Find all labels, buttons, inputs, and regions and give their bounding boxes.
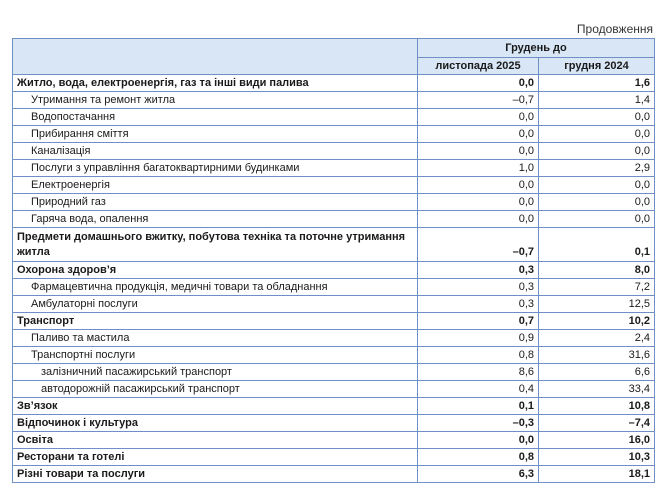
header-group-label: Грудень до [418, 39, 655, 58]
row-label: Прибирання сміття [13, 126, 418, 143]
value-vs-december-2024: 0,0 [539, 177, 655, 194]
table-row [13, 92, 655, 109]
value-vs-november-2025: 0,0 [418, 109, 539, 126]
header-col2-label: грудня 2024 [539, 58, 655, 75]
value-vs-november-2025: 0,8 [418, 347, 539, 364]
row-label: залізничний пасажирський транспорт [13, 364, 418, 381]
value-vs-november-2025: 0,0 [418, 143, 539, 160]
value-vs-november-2025: 1,0 [418, 160, 539, 177]
row-label: Предмети домашнього вжитку, побутова техніка та поточне утримання житла [13, 228, 418, 262]
value-vs-december-2024: 10,8 [539, 398, 655, 415]
value-vs-december-2024: 33,4 [539, 381, 655, 398]
value-vs-december-2024: 0,0 [539, 211, 655, 228]
value-vs-december-2024: 18,1 [539, 466, 655, 483]
table-row [13, 143, 655, 160]
value-vs-november-2025: –0,3 [418, 415, 539, 432]
value-vs-november-2025: 0,4 [418, 381, 539, 398]
row-label: Ресторани та готелі [13, 449, 418, 466]
continued-label: Продовження [576, 22, 653, 36]
value-vs-november-2025: 0,0 [418, 432, 539, 449]
row-label: Гаряча вода, опалення [13, 211, 418, 228]
table-row [13, 330, 655, 347]
value-vs-november-2025: –0,7 [418, 92, 539, 109]
row-label: Освіта [13, 432, 418, 449]
table-row [13, 75, 655, 92]
value-vs-november-2025: 0,0 [418, 75, 539, 92]
table-row [13, 364, 655, 381]
value-vs-november-2025: 0,9 [418, 330, 539, 347]
row-label: Різні товари та послуги [13, 466, 418, 483]
row-label: Транспорт [13, 313, 418, 330]
value-vs-december-2024: 10,2 [539, 313, 655, 330]
value-vs-december-2024: 12,5 [539, 296, 655, 313]
table-row [13, 415, 655, 432]
row-label: Водопостачання [13, 109, 418, 126]
value-vs-december-2024: 1,4 [539, 92, 655, 109]
value-vs-december-2024: 0,0 [539, 109, 655, 126]
row-label: Послуги з управління багатоквартирними будинками [13, 160, 418, 177]
table-header [13, 39, 655, 75]
value-vs-november-2025: 0,0 [418, 211, 539, 228]
value-vs-november-2025: 0,3 [418, 296, 539, 313]
value-vs-december-2024: 2,4 [539, 330, 655, 347]
value-vs-december-2024: 0,0 [539, 143, 655, 160]
row-label: Утримання та ремонт житла [13, 92, 418, 109]
header-col1-label: листопада 2025 [418, 58, 539, 75]
row-label: Житло, вода, електроенергія, газ та інші види палива [13, 75, 418, 92]
table-row [13, 177, 655, 194]
value-vs-december-2024: –7,4 [539, 415, 655, 432]
row-label: автодорожній пасажирський транспорт [13, 381, 418, 398]
value-vs-december-2024: 10,3 [539, 449, 655, 466]
table-row [13, 347, 655, 364]
table-row [13, 279, 655, 296]
value-vs-november-2025: 0,0 [418, 177, 539, 194]
value-vs-november-2025: 0,0 [418, 126, 539, 143]
row-label: Зв’язок [13, 398, 418, 415]
row-label: Охорона здоров’я [13, 262, 418, 279]
row-label: Каналізація [13, 143, 418, 160]
value-vs-november-2025: 8,6 [418, 364, 539, 381]
row-label: Відпочинок і культура [13, 415, 418, 432]
value-vs-december-2024: 31,6 [539, 347, 655, 364]
value-vs-december-2024: 0,0 [539, 126, 655, 143]
table-row [13, 398, 655, 415]
value-vs-december-2024: 0,0 [539, 194, 655, 211]
value-vs-december-2024: 6,6 [539, 364, 655, 381]
price-index-table [12, 38, 655, 483]
table-row [13, 381, 655, 398]
header-blank-cell [13, 39, 418, 75]
value-vs-november-2025: 0,8 [418, 449, 539, 466]
table-row [13, 194, 655, 211]
table-row [13, 296, 655, 313]
value-vs-november-2025: 0,3 [418, 279, 539, 296]
value-vs-december-2024: 7,2 [539, 279, 655, 296]
table-row [13, 432, 655, 449]
table-row [13, 160, 655, 177]
value-vs-december-2024: 16,0 [539, 432, 655, 449]
row-label: Електроенергія [13, 177, 418, 194]
table-row [13, 313, 655, 330]
table-row [13, 262, 655, 279]
value-vs-november-2025: –0,7 [418, 228, 539, 262]
value-vs-december-2024: 1,6 [539, 75, 655, 92]
table-row [13, 109, 655, 126]
value-vs-november-2025: 0,3 [418, 262, 539, 279]
value-vs-december-2024: 2,9 [539, 160, 655, 177]
table-row [13, 211, 655, 228]
value-vs-december-2024: 0,1 [539, 228, 655, 262]
value-vs-november-2025: 0,7 [418, 313, 539, 330]
table-row [13, 466, 655, 483]
value-vs-november-2025: 0,1 [418, 398, 539, 415]
table-row [13, 449, 655, 466]
row-label: Амбулаторні послуги [13, 296, 418, 313]
table-row [13, 126, 655, 143]
row-label: Природний газ [13, 194, 418, 211]
row-label: Транспортні послуги [13, 347, 418, 364]
row-label: Фармацевтична продукція, медичні товари та обладнання [13, 279, 418, 296]
value-vs-november-2025: 0,0 [418, 194, 539, 211]
table-body [13, 75, 655, 483]
value-vs-november-2025: 6,3 [418, 466, 539, 483]
value-vs-december-2024: 8,0 [539, 262, 655, 279]
row-label: Паливо та мастила [13, 330, 418, 347]
table-row [13, 228, 655, 262]
